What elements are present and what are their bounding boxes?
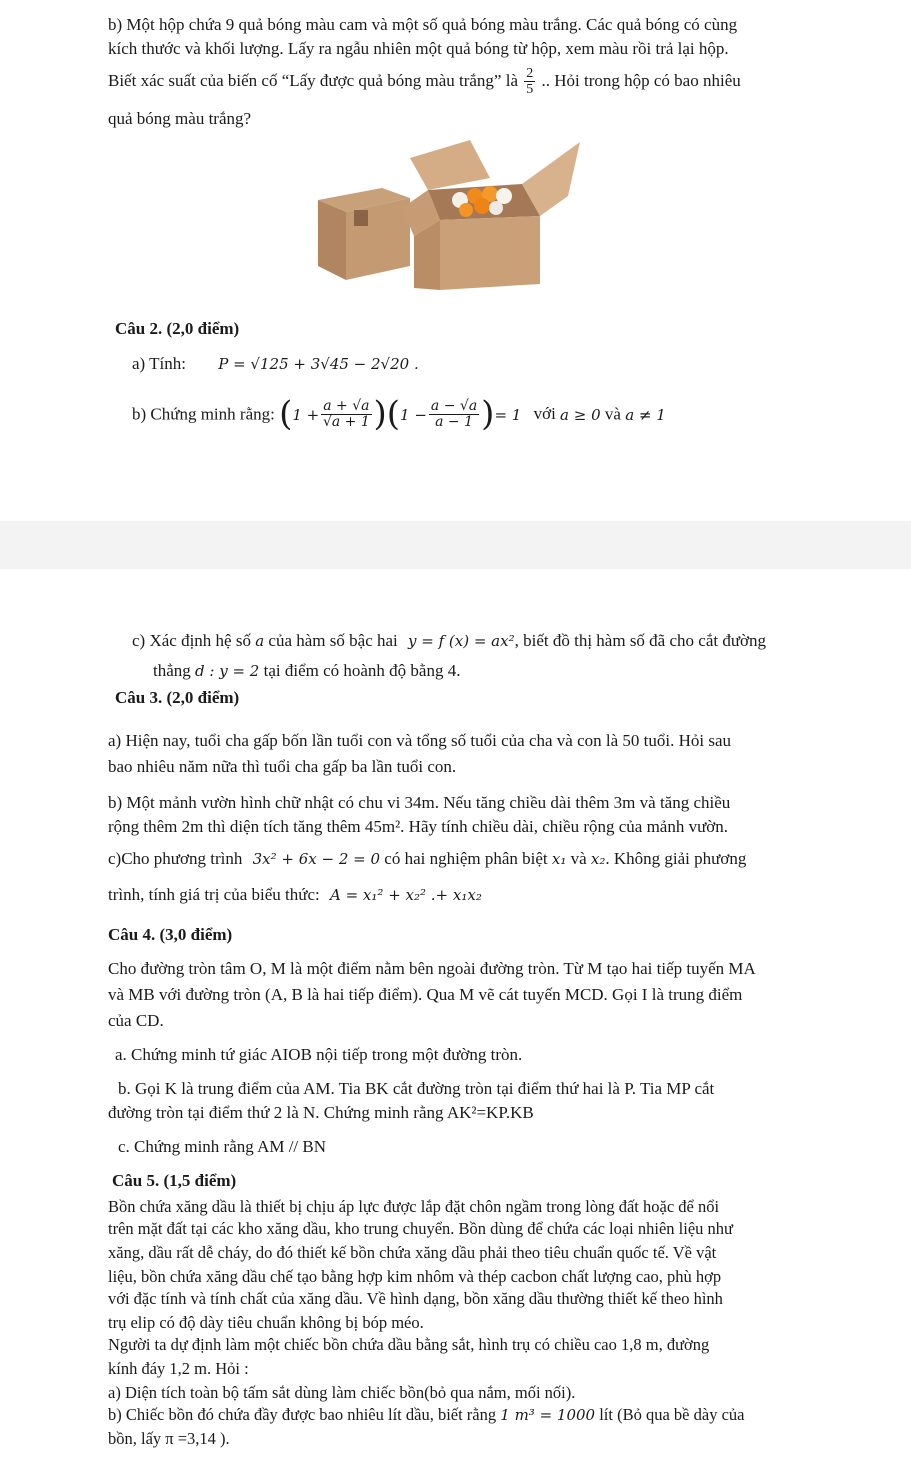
q2b-fraction-1 (321, 399, 371, 431)
q3c-text-c: . Không giải phương (605, 849, 747, 868)
q1b-line1: b) Một hộp chứa 9 quả bóng màu cam và một số quả bóng màu trắng. Các quả bóng có cùng (108, 15, 738, 34)
q5b-text-a: b) Chiếc bồn đó chứa đầy được bao nhiêu lít dầu, biết rằng (108, 1405, 497, 1424)
q5b-line2: bồn, lấy π =3,14 ). (108, 1429, 230, 1448)
q1b-line3 (108, 66, 741, 98)
q5-para-line3: xăng, dầu rất dễ cháy, do đó thiết kế bồn chứa xăng dầu phải theo tiêu chuẩn quốc tế. Về vật (108, 1243, 717, 1262)
page-break-gap (0, 521, 911, 569)
q3a-line2: bao nhiêu năm nữa thì tuổi cha gấp ba lần tuổi con. (108, 757, 457, 776)
q2c-text-d: thẳng (153, 661, 191, 680)
fraction-denominator: 5 (526, 82, 534, 98)
q2c-variable: a (255, 632, 265, 650)
q2b-condition-1: a ≥ 0 (560, 405, 601, 424)
q3c-line2 (108, 884, 482, 907)
q5-para-line2: trên mặt đất tại các kho xăng dầu, kho trung chuyển. Bồn dùng để chứa các loại nhiên liệu như (108, 1219, 733, 1238)
q3-title: Câu 3. (2,0 điểm) (115, 688, 240, 707)
q2b (132, 392, 666, 438)
q5-para-line8: kính đáy 1,2 m. Hỏi : (108, 1359, 249, 1378)
q3b-line2: rộng thêm 2m thì diện tích tăng thêm 45m². Hãy tính chiều dài, chiều rộng của mảnh vườn. (108, 817, 729, 836)
q4b-line1: b. Gọi K là trung điểm của AM. Tia BK cắt đường tròn tại điểm thứ hai là P. Tia MP cắt (118, 1079, 715, 1098)
q2c-line2 (153, 660, 460, 683)
q2b-condition-and: và (604, 404, 621, 424)
q2c-text-c: , biết đồ thị hàm số đã cho cắt đường (514, 631, 767, 650)
right-paren-icon: ) (481, 394, 495, 434)
q3c-x2: x₂ (590, 850, 606, 868)
q5-para-line7: Người ta dự định làm một chiếc bồn chứa dầu bằng sắt, hình trụ có chiều cao 1,8 m, đường (108, 1335, 710, 1354)
q5a: a) Diện tích toàn bộ tấm sắt dùng làm chiếc bồn(bỏ qua nắm, mối nối). (108, 1383, 576, 1402)
probability-fraction (524, 66, 535, 98)
q3c-x1: x₁ (551, 850, 567, 868)
q1b-line2: kích thước và khối lượng. Lấy ra ngẫu nhiên một quả bóng từ hộp, xem màu rồi trả lại hộp. (108, 39, 729, 58)
q2a-label: a) Tính: (132, 354, 186, 373)
left-paren-icon: ( (386, 394, 401, 434)
q5-para-line6: trụ elip có độ dày tiêu chuẩn không bị bóp méo. (108, 1313, 424, 1332)
q5b-conversion: 1 m³ = 1000 (500, 1406, 596, 1424)
q2a-expression: P = √125 + 3√45 − 2√20 . (218, 355, 419, 373)
q5-para-line5: với đặc tính và tính chất của xăng dầu. Về hình dạng, bồn xăng dầu thường thiết kế theo hình (108, 1289, 723, 1308)
q3a-line1: a) Hiện nay, tuổi cha gấp bốn lần tuổi con và tổng số tuổi của cha và con là 50 tuổi. Hỏi sau (108, 731, 732, 750)
q2c-function: y = f (x) = ax² (408, 632, 515, 650)
q2c-text-b: của hàm số bậc hai (268, 631, 398, 650)
q5b-text-b: lít (Bỏ qua bề dày của (599, 1405, 745, 1424)
q2c-text-e: tại điểm có hoành độ bằng 4. (263, 661, 461, 680)
q1b-line4: quả bóng màu trắng? (108, 109, 252, 128)
q2-title: Câu 2. (2,0 điểm) (115, 319, 240, 338)
orange-ball-icon (459, 203, 473, 217)
q5-para-line4: liệu, bồn chứa xăng dầu chế tạo bằng hợp kim nhôm và thép cacbon chất lượng cao, phù hợp (108, 1267, 722, 1286)
q2b-one-plus: 1 + (292, 405, 320, 424)
q2b-fraction-2-denominator: a − 1 (435, 414, 473, 431)
q4-title: Câu 4. (3,0 điểm) (108, 925, 233, 944)
q3c-expression: A = x₁² + x₂² .+ x₁x₂ (330, 886, 482, 904)
q4a: a. Chứng minh tứ giác AIOB nội tiếp trong một đường tròn. (115, 1045, 523, 1064)
tape-icon (354, 210, 368, 226)
q4-para-line3: của CD. (108, 1011, 164, 1030)
right-paren-icon: ) (373, 394, 387, 434)
q2b-equals: = 1 (494, 405, 522, 424)
q2b-condition-2: a ≠ 1 (625, 405, 666, 424)
q1b-line3-text-b: .. Hỏi trong hộp có bao nhiêu (541, 70, 741, 90)
right-box-side (440, 216, 540, 290)
q4b-line2: đường tròn tại điểm thứ 2 là N. Chứng minh rằng AK²=KP.KB (108, 1103, 534, 1122)
q3c-and: và (570, 849, 587, 868)
q5b-line1 (108, 1404, 744, 1426)
q3b-line1: b) Một mảnh vườn hình chữ nhật có chu vi 34m. Nếu tăng chiều dài thêm 3m và tăng chiều (108, 793, 731, 812)
q2a (132, 353, 419, 376)
q3c-text-d: trình, tính giá trị của biểu thức: (108, 885, 320, 904)
q2b-condition-with: với (533, 404, 556, 424)
q5-para-line1: Bồn chứa xăng dầu là thiết bị chịu áp lực được lắp đặt chôn ngầm trong lòng đất hoặc để nổi (108, 1197, 720, 1216)
q5-title: Câu 5. (1,5 điểm) (112, 1171, 237, 1190)
box-with-balls-illustration (310, 138, 590, 298)
q2c-text-a: c) Xác định hệ số (132, 631, 251, 650)
q2c-line-equation: d : y = 2 (195, 662, 260, 680)
q4c: c. Chứng minh rằng AM // BN (118, 1137, 327, 1156)
white-ball-icon (489, 201, 503, 215)
q3c-line1 (108, 848, 746, 871)
q2b-label: b) Chứng minh rằng: (132, 404, 275, 424)
q2b-one-minus: 1 − (400, 405, 427, 424)
q4-para-line2: và MB với đường tròn (A, B là hai tiếp điểm). Qua M vẽ cát tuyến MCD. Gọi I là trung điểm (108, 985, 743, 1004)
q1b-line3-text-a: Biết xác suất của biến cố “Lấy được quả bóng màu trắng” là (108, 70, 518, 90)
q2b-fraction-2-numerator: a − √a (430, 398, 478, 415)
right-box-back-flap (410, 140, 490, 190)
left-box-front (318, 200, 346, 280)
q3c-text-a: c)Cho phương trình (108, 849, 243, 868)
q2b-fraction-1-denominator: √a + 1 (322, 414, 370, 431)
q2b-fraction-2 (429, 399, 479, 431)
q3c-equation: 3x² + 6x − 2 = 0 (252, 850, 381, 868)
orange-ball-icon (474, 198, 490, 214)
q2b-fraction-1-numerator: a + √a (323, 398, 370, 415)
fraction-numerator: 2 (526, 66, 534, 81)
q3c-text-b: có hai nghiệm phân biệt (384, 849, 548, 868)
q2c-line1 (132, 630, 766, 653)
left-paren-icon: ( (279, 394, 293, 434)
q4-para-line1: Cho đường tròn tâm O, M là một điểm nằm bên ngoài đường tròn. Từ M tạo hai tiếp tuyến MA (108, 959, 756, 978)
